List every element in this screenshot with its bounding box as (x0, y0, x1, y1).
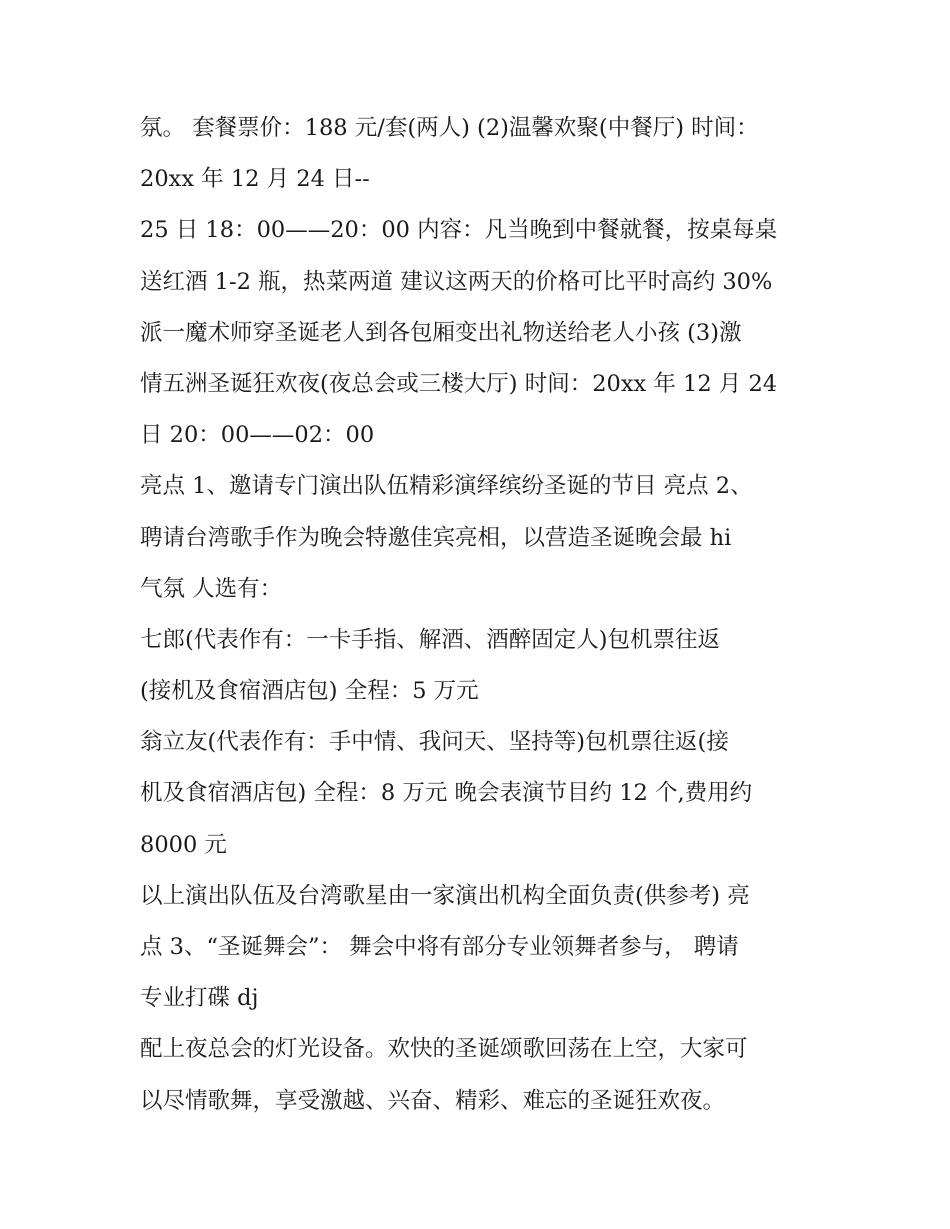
text-line: 聘请台湾歌手作为晚会特邀佳宾亮相，以营造圣诞晚会最 hi (140, 524, 732, 551)
text-line: 配上夜总会的灯光设备。欢快的圣诞颂歌回荡在上空，大家可 (140, 1036, 748, 1063)
text-line: 机及食宿酒店包) 全程：8 万元 晚会表演节目约 12 个,费用约 (140, 780, 753, 807)
text-line: 氛。 套餐票价：188 元/套(两人) (2)温馨欢聚(中餐厅) 时间： (140, 115, 759, 141)
document-body (140, 103, 830, 1127)
text-line: (接机及食宿酒店包) 全程：5 万元 (140, 678, 479, 705)
text-line: 以尽情歌舞，享受激越、兴奋、精彩、难忘的圣诞狂欢夜。 (140, 1087, 726, 1114)
text-line: 翁立友(代表作有：手中情、我问天、坚持等)包机票往返(接 (140, 729, 729, 756)
text-line: 亮点 1、邀请专门演出队伍精彩演绎缤纷圣诞的节目 亮点 2、 (140, 473, 753, 500)
text-line: 25 日 18：00——20：00 内容：凡当晚到中餐就餐，按桌每桌 (140, 217, 778, 244)
text-line: 专业打碟 dj (140, 985, 259, 1012)
text-line: 送红酒 1-2 瓶，热菜两道 建议这两天的价格可比平时高约 30% (140, 268, 773, 295)
text-line: 8000 元 (140, 831, 227, 858)
text-line: 七郎(代表作有：一卡手指、解酒、酒醉固定人)包机票往返 (140, 626, 721, 653)
text-line: 20xx 年 12 月 24 日-- (140, 166, 370, 193)
text-line: 派一魔术师穿圣诞老人到各包厢变出礼物送给老人小孩 (3)激 (140, 319, 742, 346)
text-line: 点 3、“圣诞舞会”： 舞会中将有部分专业领舞者参与， 聘请 (140, 934, 739, 960)
text-line: 气氛 人选有： (140, 575, 283, 602)
text-line: 情五洲圣诞狂欢夜(夜总会或三楼大厅) 时间：20xx 年 12 月 24 (140, 370, 778, 397)
text-line: 日 20：00——02：00 (140, 422, 375, 449)
text-line: 以上演出队伍及台湾歌星由一家演出机构全面负责(供参考) 亮 (140, 882, 750, 909)
